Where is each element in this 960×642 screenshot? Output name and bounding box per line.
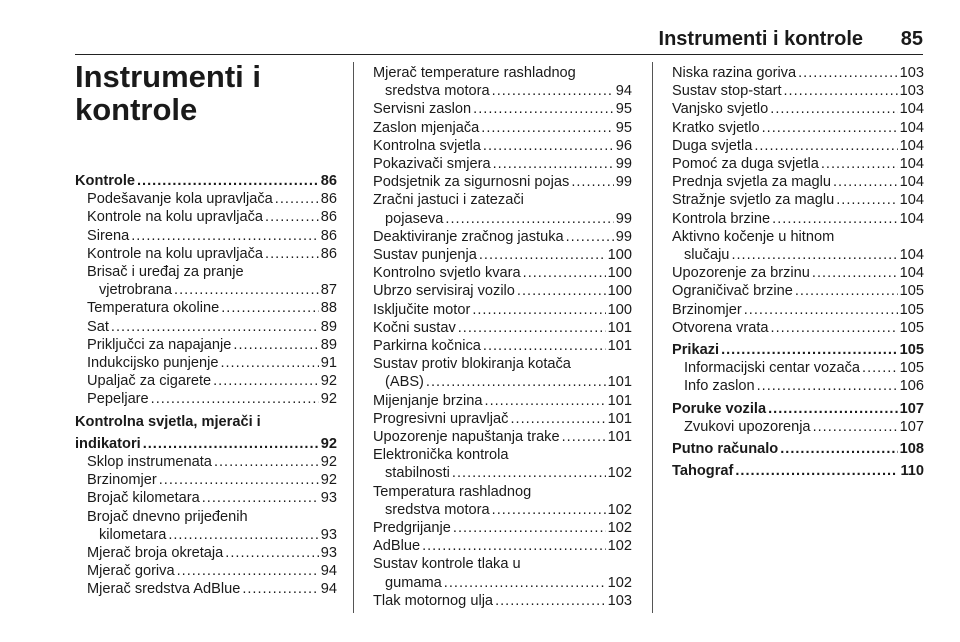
toc-entry[interactable] <box>672 64 924 82</box>
toc-entry-text: Kontrole na kolu upravljača <box>87 245 264 262</box>
toc-leader-dots <box>780 440 897 458</box>
column-divider-1 <box>353 62 354 613</box>
toc-entry[interactable] <box>373 155 632 173</box>
toc-column-3 <box>672 64 924 480</box>
toc-entry-text: Brzinomjer <box>87 472 157 489</box>
toc-section-entry[interactable] <box>672 400 924 418</box>
toc-page-number: 92 <box>320 454 337 471</box>
toc-entry[interactable] <box>373 264 632 282</box>
toc-entry-text: Vanjsko svjetlo <box>672 101 769 118</box>
toc-entry[interactable] <box>75 208 337 226</box>
toc-leader-dots <box>757 377 898 395</box>
toc-page-number: 102 <box>607 465 632 482</box>
toc-entry-continued[interactable] <box>373 210 632 228</box>
toc-leader-dots <box>422 537 606 555</box>
toc-leader-dots <box>795 282 898 300</box>
toc-leader-dots <box>275 190 319 208</box>
toc-entry-text: stabilnosti <box>385 465 450 482</box>
toc-page-number: 96 <box>615 137 632 154</box>
toc-page-number: 103 <box>899 65 924 81</box>
toc-entry-text: Parkirna kočnica <box>373 338 481 355</box>
toc-entry-text: Kontrolna svjetla, mjerači i <box>75 413 261 430</box>
toc-entry-continued[interactable] <box>75 281 337 299</box>
page-number: 85 <box>900 28 923 50</box>
toc-entry-text: Zaslon mjenjača <box>373 119 480 136</box>
toc-page-number: 102 <box>607 538 632 555</box>
toc-leader-dots <box>220 354 318 372</box>
toc-entry-text: Zvukovi upozorenja <box>684 418 811 435</box>
toc-entry[interactable] <box>373 191 632 209</box>
toc-page-number: 99 <box>615 210 632 227</box>
toc-entry-text: Upaljač za cigarete <box>87 373 212 390</box>
toc-page-number: 104 <box>899 174 924 191</box>
toc-entry-text: Stražnje svjetlo za maglu <box>672 192 835 209</box>
toc-leader-dots <box>213 372 319 390</box>
toc-leader-dots <box>735 462 898 480</box>
toc-entry-text: Sustav punjenja <box>373 247 477 264</box>
chapter-title-line-1: Instrumenti i <box>75 59 262 94</box>
toc-leader-dots <box>111 318 319 336</box>
toc-leader-dots <box>566 228 614 246</box>
toc-page-number: 99 <box>615 156 632 173</box>
toc-entry-continued[interactable] <box>373 373 632 391</box>
toc-page-number: 87 <box>320 282 337 299</box>
toc-entry-text: Poruke vozila <box>672 400 767 417</box>
toc-page-number: 104 <box>899 119 924 136</box>
toc-entry-text: Ubrzo servisiraj vozilo <box>373 283 515 300</box>
toc-entry[interactable] <box>672 377 924 395</box>
column-divider-2 <box>652 62 653 613</box>
toc-entry-text: Elektronička kontrola <box>373 447 509 464</box>
toc-entry-text: Pomoć za duga svjetla <box>672 156 819 173</box>
toc-leader-dots <box>137 172 319 190</box>
toc-page-number: 104 <box>899 101 924 118</box>
toc-entry[interactable] <box>373 173 632 191</box>
toc-leader-dots <box>744 301 898 319</box>
toc-entry[interactable] <box>373 428 632 446</box>
toc-page-number: 101 <box>607 374 632 391</box>
toc-entry[interactable] <box>75 562 337 580</box>
toc-page-number: 99 <box>615 174 632 191</box>
toc-leader-dots <box>233 336 318 354</box>
toc-entry-continued[interactable] <box>373 82 632 100</box>
toc-entry-text: Deaktiviranje zračnog jastuka <box>373 228 564 245</box>
toc-entry-text: pojaseva <box>385 210 444 227</box>
toc-entry-text: Brzinomjer <box>672 301 742 318</box>
toc-entry[interactable] <box>672 100 924 118</box>
toc-entry[interactable] <box>373 592 632 610</box>
toc-leader-dots <box>265 208 319 226</box>
toc-entry[interactable] <box>373 228 632 246</box>
toc-page-number: 89 <box>320 336 337 353</box>
toc-entry-continued[interactable] <box>373 464 632 482</box>
toc-entry[interactable] <box>75 227 337 245</box>
toc-leader-dots <box>483 137 614 155</box>
toc-section-entry[interactable] <box>75 435 337 453</box>
toc-leader-dots <box>784 82 898 100</box>
toc-page-number: 89 <box>320 318 337 335</box>
toc-page-number: 101 <box>607 392 632 409</box>
toc-entry-text: Mjerač temperature rashladnog <box>373 65 576 81</box>
toc-entry-text: slučaju <box>684 247 730 264</box>
toc-leader-dots <box>821 155 898 173</box>
toc-entry-text: Niska razina goriva <box>672 65 797 81</box>
toc-entry-text: Upozorenje za brzinu <box>672 265 810 282</box>
toc-entry[interactable] <box>75 336 337 354</box>
toc-entry-text: Sustav stop-start <box>672 83 782 100</box>
toc-entry-continued[interactable] <box>373 574 632 592</box>
toc-entry-text: Prikazi <box>672 342 720 359</box>
toc-entry[interactable] <box>373 319 632 337</box>
toc-entry[interactable] <box>672 137 924 155</box>
toc-leader-dots <box>177 562 319 580</box>
toc-leader-dots <box>458 319 606 337</box>
toc-entry-text: Progresivni upravljač <box>373 410 509 427</box>
toc-entry-text: Tlak motornog ulja <box>373 592 494 609</box>
toc-leader-dots <box>445 210 613 228</box>
toc-leader-dots <box>214 453 319 471</box>
toc-list-1 <box>75 172 337 599</box>
toc-leader-dots <box>495 592 606 610</box>
toc-leader-dots <box>523 264 606 282</box>
toc-column-1 <box>75 60 337 599</box>
toc-list-2 <box>373 64 632 610</box>
toc-entry[interactable] <box>672 210 924 228</box>
toc-entry-continued[interactable] <box>373 501 632 519</box>
toc-page-number: 102 <box>607 574 632 591</box>
toc-page-number: 86 <box>320 209 337 226</box>
toc-entry[interactable] <box>373 119 632 137</box>
toc-page-number: 105 <box>899 360 924 377</box>
toc-list-3 <box>672 64 924 480</box>
toc-entry-text: Mjerač goriva <box>87 563 175 580</box>
toc-entry-text: Predgrijanje <box>373 520 451 537</box>
toc-page-number: 107 <box>899 418 924 435</box>
toc-entry-text: Isključite motor <box>373 301 471 318</box>
toc-leader-dots <box>768 400 898 418</box>
toc-entry[interactable] <box>373 282 632 300</box>
toc-page-number: 92 <box>320 435 337 452</box>
toc-entry-text: Kontrolno svjetlo kvara <box>373 265 521 282</box>
toc-entry-text: Brojač dnevno prijeđenih <box>87 508 248 525</box>
toc-entry-text: Temperatura okoline <box>87 300 220 317</box>
toc-page-number: 86 <box>320 227 337 244</box>
toc-leader-dots <box>242 580 318 598</box>
toc-page-number: 100 <box>607 301 632 318</box>
toc-page-number: 104 <box>899 156 924 173</box>
toc-leader-dots <box>479 246 606 264</box>
toc-page-number: 94 <box>320 581 337 598</box>
toc-leader-dots <box>833 173 898 191</box>
toc-page-number: 102 <box>607 501 632 518</box>
toc-page-number: 104 <box>899 247 924 264</box>
toc-page-number: 108 <box>899 441 924 458</box>
toc-leader-dots <box>131 227 319 245</box>
toc-leader-dots <box>862 359 898 377</box>
toc-leader-dots <box>754 137 897 155</box>
toc-entry-text: Aktivno kočenje u hitnom <box>672 228 835 245</box>
toc-entry-text: Kontrola brzine <box>672 210 771 227</box>
toc-entry-text: Mjerač sredstva AdBlue <box>87 581 241 598</box>
toc-page-number: 101 <box>607 319 632 336</box>
toc-entry-text: Kontrolna svjetla <box>373 137 481 154</box>
toc-entry[interactable] <box>373 301 632 319</box>
toc-page-number: 92 <box>320 391 337 408</box>
toc-entry-text: Sustav kontrole tlaka u <box>373 556 521 573</box>
toc-leader-dots <box>492 82 614 100</box>
toc-entry-text: Sirena <box>87 227 130 244</box>
toc-leader-dots <box>485 392 606 410</box>
toc-leader-dots <box>426 373 606 391</box>
toc-entry-text: gumama <box>385 574 442 591</box>
toc-entry-text: Duga svjetla <box>672 137 753 154</box>
toc-leader-dots <box>571 173 613 191</box>
toc-leader-dots <box>771 319 898 337</box>
toc-entry-text: Sklop instrumenata <box>87 454 212 471</box>
toc-page-number: 104 <box>899 210 924 227</box>
toc-page-number: 103 <box>899 83 924 100</box>
toc-entry[interactable] <box>373 392 632 410</box>
toc-entry-text: Pepeljare <box>87 391 149 408</box>
toc-leader-dots <box>202 489 319 507</box>
toc-entry-continued[interactable] <box>672 246 924 264</box>
toc-section-entry[interactable] <box>672 462 924 480</box>
toc-entry[interactable] <box>672 301 924 319</box>
toc-entry-text: Servisni zaslon <box>373 101 472 118</box>
toc-leader-dots <box>510 410 605 428</box>
toc-page-number: 88 <box>320 300 337 317</box>
toc-leader-dots <box>265 245 319 263</box>
toc-entry-text: Podsjetnik za sigurnosni pojas <box>373 174 570 191</box>
toc-page-number: 103 <box>607 592 632 609</box>
toc-entry-text: (ABS) <box>385 374 424 391</box>
toc-entry-text: Mijenjanje brzina <box>373 392 483 409</box>
toc-page-number: 105 <box>899 319 924 336</box>
chapter-title-line-2: kontrole <box>75 92 198 127</box>
toc-page-number: 107 <box>899 400 924 417</box>
toc-leader-dots <box>481 119 614 137</box>
toc-entry-text: Kratko svjetlo <box>672 119 760 136</box>
toc-entry-text: sredstva motora <box>385 501 490 518</box>
toc-entry-text: Brojač kilometara <box>87 490 200 507</box>
toc-entry-text: Temperatura rashladnog <box>373 483 532 500</box>
toc-entry[interactable] <box>672 359 924 377</box>
toc-entry-text: Priključci za napajanje <box>87 336 232 353</box>
toc-entry[interactable] <box>672 319 924 337</box>
toc-entry-text: Kočni sustav <box>373 319 456 336</box>
toc-leader-dots <box>770 100 897 118</box>
toc-entry[interactable] <box>373 410 632 428</box>
toc-page-number: 105 <box>899 342 924 359</box>
chapter-title <box>75 60 337 126</box>
toc-leader-dots <box>836 191 897 209</box>
running-header-title: Instrumenti i kontrole <box>658 28 863 50</box>
toc-leader-dots <box>731 246 897 264</box>
toc-page-number: 99 <box>615 228 632 245</box>
toc-section-entry[interactable] <box>75 172 337 190</box>
toc-entry[interactable] <box>672 228 924 246</box>
toc-entry-text: Informacijski centar vozača <box>684 360 861 377</box>
toc-column-2 <box>373 64 632 610</box>
toc-leader-dots <box>151 390 319 408</box>
toc-entry-text: Tahograf <box>672 463 734 480</box>
toc-entry-text: Pokazivači smjera <box>373 156 491 173</box>
toc-entry[interactable] <box>75 544 337 562</box>
toc-leader-dots <box>493 155 614 173</box>
toc-leader-dots <box>812 264 898 282</box>
toc-entry-text: kilometara <box>99 526 167 543</box>
toc-entry-text: indikatori <box>75 435 141 452</box>
toc-page-number: 104 <box>899 137 924 154</box>
toc-page-number: 101 <box>607 429 632 446</box>
toc-page-number: 101 <box>607 410 632 427</box>
toc-entry[interactable] <box>75 390 337 408</box>
toc-leader-dots <box>143 435 319 453</box>
toc-page-number: 110 <box>900 463 924 480</box>
toc-leader-dots <box>721 341 898 359</box>
toc-leader-dots <box>453 519 606 537</box>
toc-page-number: 93 <box>320 526 337 543</box>
toc-leader-dots <box>452 464 606 482</box>
toc-entry[interactable] <box>75 190 337 208</box>
toc-entry[interactable] <box>373 483 632 501</box>
toc-leader-dots <box>472 301 605 319</box>
toc-entry-text: Prednja svjetla za maglu <box>672 174 831 191</box>
toc-entry[interactable] <box>373 519 632 537</box>
toc-entry-text: Ograničivač brzine <box>672 283 793 300</box>
toc-entry[interactable] <box>75 372 337 390</box>
toc-leader-dots <box>221 299 319 317</box>
toc-leader-dots <box>159 471 319 489</box>
toc-page-number: 86 <box>320 191 337 208</box>
running-header <box>75 28 923 52</box>
toc-entry-text: Upozorenje napuštanja trake <box>373 429 560 446</box>
toc-leader-dots <box>772 210 897 228</box>
toc-entry[interactable] <box>75 508 337 526</box>
toc-entry-text: Podešavanje kola upravljača <box>87 191 273 208</box>
toc-leader-dots <box>473 100 614 118</box>
toc-page-number: 104 <box>899 265 924 282</box>
toc-leader-dots <box>762 119 898 137</box>
toc-page-number: 100 <box>607 265 632 282</box>
toc-entry-text: Info zaslon <box>684 378 755 395</box>
toc-entry[interactable] <box>75 263 337 281</box>
toc-entry[interactable] <box>672 173 924 191</box>
toc-entry[interactable] <box>75 354 337 372</box>
toc-leader-dots <box>517 282 606 300</box>
toc-page-number: 91 <box>320 355 337 372</box>
toc-entry-text: AdBlue <box>373 538 421 555</box>
toc-leader-dots <box>813 418 898 436</box>
toc-entry[interactable] <box>672 155 924 173</box>
toc-entry-text: Zračni jastuci i zatezači <box>373 192 524 209</box>
toc-entry[interactable] <box>672 82 924 100</box>
toc-page-number: 100 <box>607 247 632 264</box>
toc-entry-text: vjetrobrana <box>99 282 173 299</box>
toc-leader-dots <box>562 428 606 446</box>
toc-section-entry[interactable] <box>75 413 337 431</box>
toc-leader-dots <box>492 501 606 519</box>
toc-page-number: 93 <box>320 490 337 507</box>
toc-page-number: 104 <box>899 192 924 209</box>
toc-entry[interactable] <box>373 446 632 464</box>
toc-page-number: 92 <box>320 373 337 390</box>
toc-page-number: 105 <box>899 301 924 318</box>
toc-section-entry[interactable] <box>672 341 924 359</box>
toc-entry-text: sredstva motora <box>385 83 490 100</box>
toc-entry[interactable] <box>75 453 337 471</box>
toc-entry[interactable] <box>373 355 632 373</box>
toc-page-number: 102 <box>607 520 632 537</box>
toc-entry[interactable] <box>373 555 632 573</box>
toc-page-number: 93 <box>320 545 337 562</box>
toc-leader-dots <box>444 574 606 592</box>
toc-entry[interactable] <box>373 337 632 355</box>
toc-entry[interactable] <box>75 318 337 336</box>
toc-page-number: 95 <box>615 101 632 118</box>
toc-leader-dots <box>174 281 319 299</box>
toc-entry[interactable] <box>75 580 337 598</box>
toc-entry-continued[interactable] <box>75 526 337 544</box>
toc-entry-text: Sustav protiv blokiranja kotača <box>373 356 571 373</box>
toc-entry[interactable] <box>75 245 337 263</box>
toc-page-number: 95 <box>615 119 632 136</box>
toc-entry[interactable] <box>672 119 924 137</box>
toc-leader-dots <box>798 64 898 82</box>
toc-entry[interactable] <box>75 299 337 317</box>
toc-entry[interactable] <box>75 471 337 489</box>
toc-page-number: 86 <box>320 245 337 262</box>
toc-entry-text: Kontrole na kolu upravljača <box>87 209 264 226</box>
toc-page-number: 100 <box>607 283 632 300</box>
toc-page-number: 94 <box>320 563 337 580</box>
toc-entry-text: Indukcijsko punjenje <box>87 355 219 372</box>
toc-entry[interactable] <box>75 489 337 507</box>
toc-leader-dots <box>168 526 318 544</box>
toc-entry[interactable] <box>373 137 632 155</box>
toc-page-number: 86 <box>320 173 337 189</box>
toc-entry-text: Putno računalo <box>672 441 779 458</box>
toc-entry-text: Sat <box>87 318 109 335</box>
toc-entry[interactable] <box>373 100 632 118</box>
toc-entry-text: Kontrole <box>75 173 135 189</box>
toc-page-number: 101 <box>607 338 632 355</box>
toc-page-number: 105 <box>899 283 924 300</box>
toc-entry[interactable] <box>672 191 924 209</box>
toc-entry[interactable] <box>672 264 924 282</box>
toc-section-entry[interactable] <box>672 440 924 458</box>
toc-entry[interactable] <box>672 418 924 436</box>
toc-leader-dots <box>483 337 606 355</box>
header-rule <box>75 54 923 55</box>
toc-entry[interactable] <box>373 246 632 264</box>
toc-entry-text: Otvorena vrata <box>672 319 769 336</box>
toc-entry-text: Mjerač broja okretaja <box>87 545 224 562</box>
toc-entry-text: Brisač i uređaj za pranje <box>87 264 244 281</box>
toc-page-number: 106 <box>899 378 924 395</box>
toc-page-number: 94 <box>615 83 632 100</box>
toc-entry[interactable] <box>373 64 632 82</box>
toc-entry[interactable] <box>672 282 924 300</box>
toc-entry[interactable] <box>373 537 632 555</box>
toc-page-number: 92 <box>320 472 337 489</box>
toc-leader-dots <box>225 544 318 562</box>
